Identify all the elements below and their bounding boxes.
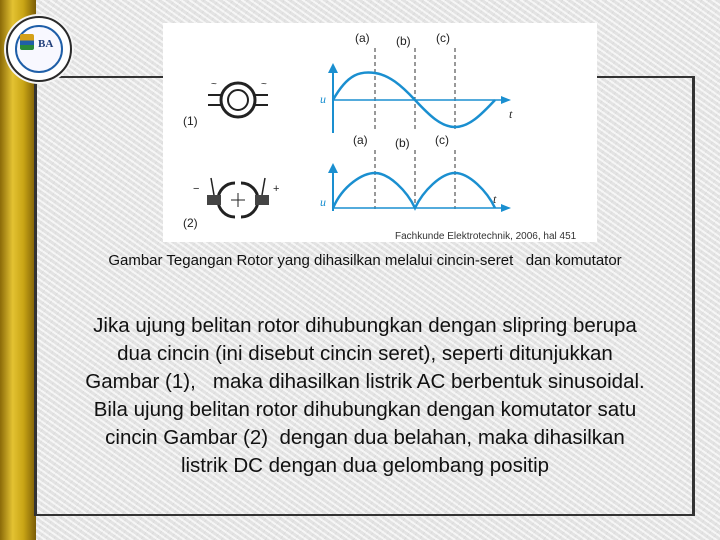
plus-sign: + — [273, 183, 280, 195]
lead-right-2 — [262, 178, 265, 195]
figure-svg — [163, 23, 597, 242]
rectified-wave — [333, 173, 495, 208]
u-label-top: u — [320, 92, 326, 106]
t-label-bottom: t — [493, 192, 497, 206]
t-axis-arrow-bottom — [501, 204, 511, 212]
slip-ring-outer — [221, 83, 255, 117]
label-c-bottom: (c) — [435, 133, 449, 147]
label-2: (2) — [183, 216, 198, 230]
u-axis-arrow-top — [328, 63, 338, 73]
paragraph-line: dua cincin (ini disebut cincin seret), seperti ditunjukkan — [117, 342, 613, 365]
brush-right-2 — [255, 195, 269, 205]
ac-symbol-right: ~ — [261, 79, 267, 90]
lead-left-2 — [211, 178, 214, 195]
logo-emblem-icon — [20, 34, 34, 50]
u-axis-arrow-bottom — [328, 163, 338, 173]
u-label-bottom: u — [320, 195, 326, 209]
paragraph-line: cincin Gambar (2) dengan dua belahan, maka dihasilkan — [105, 426, 625, 449]
paragraph-line: listrik DC dengan dua gelombang positip — [180, 454, 550, 477]
paragraph-line: Bila ujung belitan rotor dihubungkan dengan komutator satu — [93, 398, 637, 421]
label-1: (1) — [183, 114, 198, 128]
label-a-bottom: (a) — [353, 133, 368, 147]
explanation-paragraph — [30, 312, 700, 480]
minus-sign: − — [193, 183, 200, 195]
institution-logo — [6, 16, 72, 82]
slip-ring-inner — [228, 90, 248, 110]
ac-symbol-left: ~ — [211, 79, 217, 90]
label-b-bottom: (b) — [395, 136, 410, 150]
t-label-top: t — [509, 107, 513, 121]
label-a-top: (a) — [355, 31, 370, 45]
paragraph-line: Gambar (1), maka dihasilkan listrik AC berbentuk sinusoidal. — [85, 370, 645, 393]
t-axis-arrow-top — [501, 96, 511, 104]
label-c-top: (c) — [436, 31, 450, 45]
label-b-top: (b) — [396, 34, 411, 48]
frame-border-bottom — [36, 514, 695, 516]
figure-caption: Gambar Tegangan Rotor yang dihasilkan melalui cincin-seret dan komutator — [108, 252, 622, 269]
brush-left-2 — [207, 195, 221, 205]
figure-source: Fachkunde Elektrotechnik, 2006, hal 451 — [395, 231, 577, 242]
logo-text: BA — [38, 38, 54, 50]
rotor-voltage-figure — [163, 23, 597, 242]
paragraph-line: Jika ujung belitan rotor dihubungkan dengan slipring berupa — [93, 314, 637, 337]
